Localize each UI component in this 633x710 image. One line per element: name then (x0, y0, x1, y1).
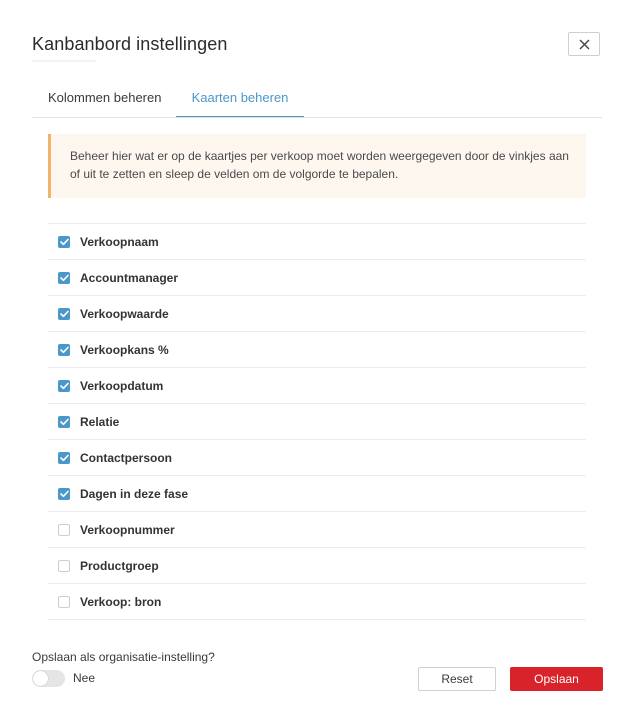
field-label: Verkoop: bron (80, 594, 162, 609)
checkbox-checked[interactable] (58, 344, 70, 356)
tab-kolommen-beheren[interactable]: Kolommen beheren (48, 90, 162, 105)
checkmark-icon (60, 454, 69, 462)
checkmark-icon (60, 238, 69, 246)
field-row[interactable] (48, 548, 586, 584)
checkbox-unchecked[interactable] (58, 596, 70, 608)
tab-bar (32, 82, 602, 118)
checkbox-checked[interactable] (58, 452, 70, 464)
field-row[interactable] (48, 224, 586, 260)
checkbox-checked[interactable] (58, 272, 70, 284)
reset-button[interactable]: Reset (418, 667, 496, 691)
close-icon (579, 39, 590, 50)
field-row[interactable] (48, 260, 586, 296)
info-notice: Beheer hier wat er op de kaartjes per verkoop moet worden weergegeven door de vinkjes aan of uit te zetten en sleep de velden om de volgorde te bepalen. (48, 134, 586, 198)
field-row[interactable] (48, 584, 586, 620)
field-label: Productgroep (80, 558, 159, 573)
checkbox-unchecked[interactable] (58, 560, 70, 572)
field-label: Verkoopwaarde (80, 306, 169, 321)
checkmark-icon (60, 382, 69, 390)
field-row[interactable] (48, 512, 586, 548)
checkbox-checked[interactable] (58, 416, 70, 428)
field-label: Dagen in deze fase (80, 486, 189, 501)
field-row[interactable] (48, 332, 586, 368)
dialog-title: Kanbanbord instellingen (32, 34, 228, 54)
checkmark-icon (60, 310, 69, 318)
field-row[interactable] (48, 296, 586, 332)
checkmark-icon (60, 274, 69, 282)
toggle-label: Nee (73, 671, 96, 685)
checkmark-icon (60, 418, 69, 426)
field-label: Verkoopnummer (80, 522, 175, 537)
checkbox-checked[interactable] (58, 380, 70, 392)
checkbox-checked[interactable] (58, 236, 70, 248)
title-divider (32, 60, 96, 62)
org-setting-toggle[interactable] (32, 670, 65, 687)
checkbox-unchecked[interactable] (58, 524, 70, 536)
checkmark-icon (60, 490, 69, 498)
field-label: Verkoopdatum (80, 378, 164, 393)
tab-kaarten-beheren[interactable]: Kaarten beheren (176, 82, 304, 117)
toggle-knob (33, 671, 48, 686)
field-label: Verkoopkans % (80, 342, 169, 357)
field-label: Relatie (80, 414, 120, 429)
checkbox-checked[interactable] (58, 308, 70, 320)
field-label: Verkoopnaam (80, 234, 159, 249)
field-label: Contactpersoon (80, 450, 173, 465)
field-row[interactable] (48, 440, 586, 476)
org-setting-question: Opslaan als organisatie-instelling? (32, 650, 215, 664)
checkmark-icon (60, 346, 69, 354)
close-button[interactable] (568, 32, 600, 56)
field-row[interactable] (48, 368, 586, 404)
field-row[interactable] (48, 404, 586, 440)
field-label: Accountmanager (80, 270, 179, 285)
field-row[interactable] (48, 476, 586, 512)
checkbox-checked[interactable] (58, 488, 70, 500)
save-button[interactable]: Opslaan (510, 667, 603, 691)
card-field-list (48, 223, 586, 620)
